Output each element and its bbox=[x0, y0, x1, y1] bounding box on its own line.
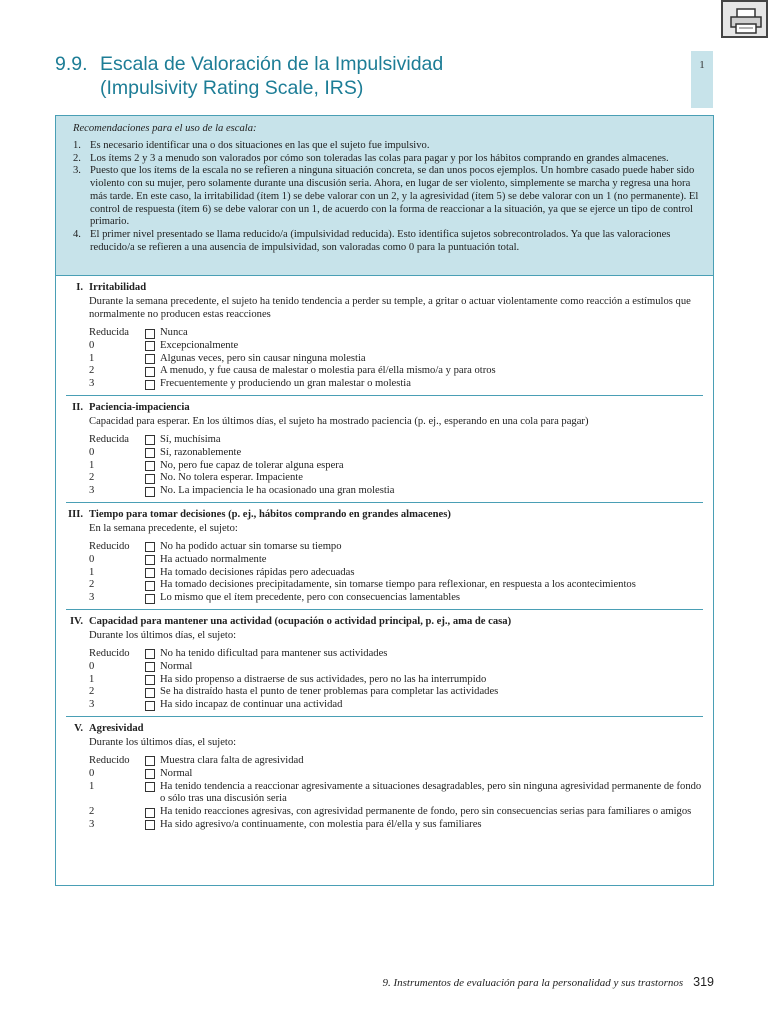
option-checkbox[interactable] bbox=[145, 649, 155, 659]
recommendation-item bbox=[73, 165, 701, 229]
option-row bbox=[89, 781, 703, 807]
option-score: 2 bbox=[89, 686, 95, 698]
item-heading bbox=[66, 281, 703, 294]
option-row bbox=[89, 327, 703, 340]
option-text: Normal bbox=[160, 767, 193, 779]
printer-icon bbox=[729, 7, 763, 35]
option-checkbox[interactable] bbox=[145, 555, 155, 565]
option-list bbox=[66, 434, 703, 498]
option-score: 1 bbox=[89, 459, 95, 471]
option-text: Ha sido incapaz de continuar una actividad bbox=[160, 699, 343, 711]
option-checkbox[interactable] bbox=[145, 675, 155, 685]
option-checkbox[interactable] bbox=[145, 662, 155, 672]
option-row bbox=[89, 485, 703, 498]
option-checkbox[interactable] bbox=[145, 769, 155, 779]
option-text: Nunca bbox=[160, 327, 188, 338]
option-checkbox[interactable] bbox=[145, 435, 155, 445]
item-title: Paciencia-impaciencia bbox=[89, 401, 190, 413]
item-title: Irritabilidad bbox=[89, 282, 147, 293]
option-row bbox=[89, 699, 703, 712]
recommendation-number: 2. bbox=[73, 152, 81, 164]
option-score: 2 bbox=[89, 806, 95, 818]
option-checkbox[interactable] bbox=[145, 487, 155, 497]
recommendations-heading: Recomendaciones para el uso de la escala: bbox=[73, 123, 257, 134]
option-text: Frecuentemente y produciendo un gran malestar o molestia bbox=[160, 378, 411, 390]
option-text: Ha tenido tendencia a reaccionar agresivamente a situaciones desagradables, pero sin ninguna agresividad permanente de fondo o sólo tras una discusión seria bbox=[160, 780, 702, 805]
option-row bbox=[89, 353, 703, 366]
option-score: 2 bbox=[89, 472, 95, 484]
option-list bbox=[66, 327, 703, 391]
option-text: Muestra clara falta de agresividad bbox=[160, 754, 304, 766]
option-text: Ha sido propenso a distraerse de sus actividades, pero no las ha interrumpido bbox=[160, 673, 487, 685]
option-row bbox=[89, 460, 703, 473]
option-list bbox=[66, 648, 703, 712]
recommendation-text: Los ítems 2 y 3 a menudo son valorados por cómo son toleradas las colas para pagar y por los hábitos comprando en grandes almacenes. bbox=[90, 152, 669, 164]
option-checkbox[interactable] bbox=[145, 461, 155, 471]
page-number: 319 bbox=[693, 975, 714, 989]
option-row bbox=[89, 447, 703, 460]
option-text: Sí, muchísima bbox=[160, 433, 221, 445]
item-number: I. bbox=[76, 282, 83, 293]
option-text: No ha podido actuar sin tomarse su tiempo bbox=[160, 540, 342, 552]
recommendation-number: 3. bbox=[73, 165, 81, 177]
option-score: Reducido bbox=[89, 754, 130, 766]
scale-item bbox=[66, 276, 703, 396]
option-score: 0 bbox=[89, 767, 95, 779]
item-heading bbox=[66, 508, 703, 521]
scale-item bbox=[66, 503, 703, 610]
option-row bbox=[89, 674, 703, 687]
option-score: Reducido bbox=[89, 647, 130, 659]
option-checkbox[interactable] bbox=[145, 808, 155, 818]
page-footer bbox=[382, 975, 714, 989]
chapter-tab: 1 bbox=[691, 51, 713, 108]
item-number: V. bbox=[74, 722, 83, 734]
option-row bbox=[89, 768, 703, 781]
option-list bbox=[66, 541, 703, 605]
option-row bbox=[89, 806, 703, 819]
option-checkbox[interactable] bbox=[145, 820, 155, 830]
option-row bbox=[89, 648, 703, 661]
option-text: No ha tenido dificultad para mantener sus actividades bbox=[160, 647, 388, 659]
item-heading bbox=[66, 722, 703, 735]
option-score: 2 bbox=[89, 365, 95, 377]
title-line-2: (Impulsivity Rating Scale, IRS) bbox=[100, 77, 364, 99]
option-row bbox=[89, 755, 703, 768]
option-checkbox[interactable] bbox=[145, 380, 155, 390]
option-score: 3 bbox=[89, 592, 95, 604]
option-checkbox[interactable] bbox=[145, 542, 155, 552]
option-text: Se ha distraído hasta el punto de tener problemas para completar las actividades bbox=[160, 686, 499, 698]
option-text: Normal bbox=[160, 660, 193, 672]
option-score: 1 bbox=[89, 673, 95, 685]
option-row bbox=[89, 661, 703, 674]
recommendation-number: 4. bbox=[73, 228, 81, 240]
option-row bbox=[89, 378, 703, 391]
scale-item bbox=[66, 610, 703, 717]
option-row bbox=[89, 567, 703, 580]
option-score: 3 bbox=[89, 485, 95, 497]
option-checkbox[interactable] bbox=[145, 341, 155, 351]
option-checkbox[interactable] bbox=[145, 701, 155, 711]
option-score: 0 bbox=[89, 339, 95, 351]
option-row bbox=[89, 819, 703, 832]
option-text: A menudo, y fue causa de malestar o molestia para él/ella mismo/a y para otros bbox=[160, 365, 496, 377]
item-number: IV. bbox=[69, 615, 83, 627]
option-score: 0 bbox=[89, 446, 95, 458]
option-list bbox=[66, 755, 703, 832]
item-description: Capacidad para esperar. En los últimos días, el sujeto ha mostrado paciencia (p. ej., esperando en una cola para pagar) bbox=[89, 415, 589, 427]
option-checkbox[interactable] bbox=[145, 756, 155, 766]
option-score: 1 bbox=[89, 780, 95, 792]
option-score: Reducida bbox=[89, 433, 130, 445]
scale-item bbox=[66, 717, 703, 836]
option-text: Ha actuado normalmente bbox=[160, 553, 267, 565]
option-text: Sí, razonablemente bbox=[160, 446, 242, 458]
option-checkbox[interactable] bbox=[145, 367, 155, 377]
item-number: II. bbox=[72, 401, 83, 413]
option-row bbox=[89, 592, 703, 605]
option-checkbox[interactable] bbox=[145, 688, 155, 698]
option-row bbox=[89, 365, 703, 378]
footer-chapter-text: 9. Instrumentos de evaluación para la personalidad y sus trastornos bbox=[382, 977, 684, 989]
option-score: 1 bbox=[89, 352, 95, 364]
item-description: Durante la semana precedente, el sujeto ha tenido tendencia a perder su temple, a gritar o actuar violentamente como reacción a estímulos que normalmente no producen estas reacciones bbox=[89, 296, 691, 320]
item-heading bbox=[66, 401, 703, 414]
option-score: 3 bbox=[89, 378, 95, 390]
recommendation-text: Puesto que los ítems de la escala no se refieren a ninguna situación concreta, se dan unos pocos ejemplos. Un hombre casado puede haber sido violento con su mujer, pero solamente durante una discusión seria. Ahora, en lugar de ser violento, simplemente se marcha y regresa una hora más tarde. En este caso, la irritabilidad (ítem 1) se debe valorar con un 2, y la agresividad (ítem 5) se debe valorar con un 1 (no permanente). El control de respuesta (ítem 6) se debe valorar con un 1, de acuerdo con la forma de reaccionar a la situación, ya que se ejerce un tipo de control primario. bbox=[90, 165, 699, 228]
option-score: Reducido bbox=[89, 540, 130, 552]
page-title bbox=[55, 52, 443, 100]
title-line-1: Escala de Valoración de la Impulsividad bbox=[100, 53, 444, 75]
section-number: 9.9. bbox=[55, 53, 88, 75]
option-score: 3 bbox=[89, 818, 95, 830]
recommendation-number: 1. bbox=[73, 140, 81, 151]
option-score: 0 bbox=[89, 553, 95, 565]
option-score: 0 bbox=[89, 660, 95, 672]
option-text: Ha sido agresivo/a continuamente, con molestia para él/ella y sus familiares bbox=[160, 818, 482, 830]
item-title: Tiempo para tomar decisiones (p. ej., hábitos comprando en grandes almacenes) bbox=[89, 508, 451, 520]
option-checkbox[interactable] bbox=[145, 594, 155, 604]
option-row bbox=[89, 472, 703, 485]
option-text: Ha tomado decisiones rápidas pero adecuadas bbox=[160, 566, 355, 578]
scale-form bbox=[55, 115, 714, 886]
items-container bbox=[56, 276, 713, 836]
option-checkbox[interactable] bbox=[145, 568, 155, 578]
option-text: Excepcionalmente bbox=[160, 339, 239, 351]
option-score: 2 bbox=[89, 579, 95, 591]
item-title: Capacidad para mantener una actividad (ocupación o actividad principal, p. ej., ama de casa) bbox=[89, 615, 512, 627]
option-text: Ha tomado decisiones precipitadamente, sin tomarse tiempo para reflexionar, en respuesta a los acontecimientos bbox=[160, 579, 636, 591]
option-text: No, pero fue capaz de tolerar alguna espera bbox=[160, 459, 344, 471]
option-score: 3 bbox=[89, 699, 95, 711]
option-checkbox[interactable] bbox=[145, 354, 155, 364]
option-checkbox[interactable] bbox=[145, 581, 155, 591]
option-checkbox[interactable] bbox=[145, 329, 155, 339]
recommendations-panel bbox=[56, 116, 713, 276]
option-text: No. No tolera esperar. Impaciente bbox=[160, 472, 303, 484]
option-text: Algunas veces, pero sin causar ninguna molestia bbox=[160, 352, 366, 364]
option-row bbox=[89, 686, 703, 699]
option-text: Ha tenido reacciones agresivas, con agresividad permanente de fondo, pero sin consecuencias serias para familiares o amigos bbox=[160, 806, 692, 818]
item-heading bbox=[66, 615, 703, 628]
option-row bbox=[89, 579, 703, 592]
option-checkbox[interactable] bbox=[145, 782, 155, 792]
recommendation-text: Es necesario identificar una o dos situaciones en las que el sujeto fue impulsivo. bbox=[90, 140, 430, 151]
recommendation-item bbox=[73, 140, 701, 153]
option-row bbox=[89, 541, 703, 554]
item-description: Durante los últimos días, el sujeto: bbox=[89, 629, 237, 641]
option-checkbox[interactable] bbox=[145, 474, 155, 484]
option-row bbox=[89, 340, 703, 353]
recommendations-list bbox=[73, 140, 701, 254]
option-text: No. La impaciencia le ha ocasionado una gran molestia bbox=[160, 485, 395, 497]
scale-item bbox=[66, 396, 703, 503]
option-checkbox[interactable] bbox=[145, 448, 155, 458]
option-score: Reducida bbox=[89, 327, 130, 338]
option-row bbox=[89, 434, 703, 447]
recommendation-item bbox=[73, 153, 701, 166]
recommendation-text: El primer nivel presentado se llama reducido/a (impulsividad reducida). Esto identifica sujetos sobrecontrolados. Ya que las valoraciones reducido/a se refieren a una ausencia de impulsividad, son valoradas como 0 para la puntuación total. bbox=[90, 228, 671, 253]
item-description: En la semana precedente, el sujeto: bbox=[89, 522, 238, 534]
item-number: III. bbox=[67, 508, 83, 520]
print-button[interactable] bbox=[721, 0, 768, 38]
item-description: Durante los últimos días, el sujeto: bbox=[89, 736, 237, 748]
item-title: Agresividad bbox=[89, 722, 144, 734]
option-score: 1 bbox=[89, 566, 95, 578]
recommendation-item bbox=[73, 229, 701, 254]
option-text: Lo mismo que el ítem precedente, pero con consecuencias lamentables bbox=[160, 592, 461, 604]
option-row bbox=[89, 554, 703, 567]
